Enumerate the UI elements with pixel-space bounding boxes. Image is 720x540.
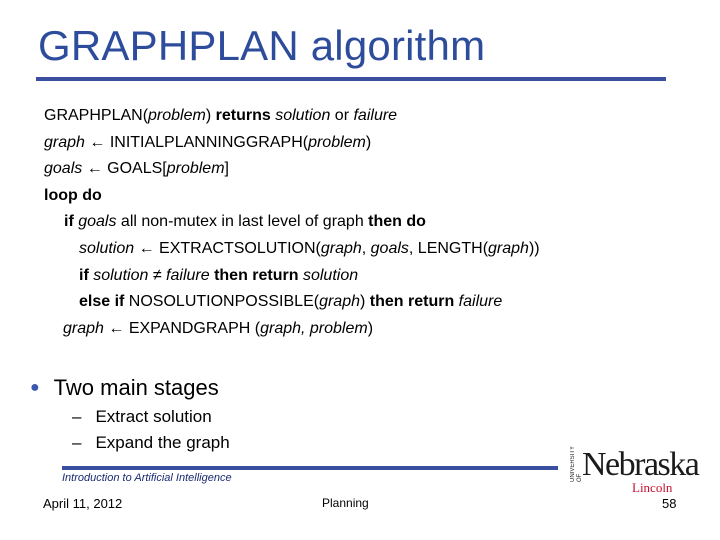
code-var: solution ≠ failure xyxy=(93,266,210,284)
code-var: failure xyxy=(458,293,503,311)
code-var: problem xyxy=(148,107,206,124)
logo-campus: Lincoln xyxy=(632,480,673,495)
code-var: graph xyxy=(488,239,529,257)
code-text: ] xyxy=(224,160,229,178)
code-var: failure xyxy=(353,107,398,124)
code-text: ← EXPANDGRAPH ( xyxy=(103,319,261,337)
algorithm-block xyxy=(44,103,540,342)
logo-univ-text: UNIVERSITY OF xyxy=(570,446,583,482)
dash-icon: – xyxy=(72,407,82,426)
code-keyword: loop do xyxy=(44,186,102,204)
code-var: graph xyxy=(320,239,362,257)
algo-line-6 xyxy=(44,236,540,263)
code-text: or xyxy=(330,107,354,124)
code-var: goals xyxy=(370,239,409,257)
dash-icon: – xyxy=(72,433,82,452)
code-text: ) xyxy=(365,133,372,151)
algo-line-3 xyxy=(44,156,540,183)
code-text: all non-mutex in last level of graph xyxy=(116,213,369,231)
algo-line-8 xyxy=(44,289,540,316)
code-var: goals xyxy=(44,160,83,178)
code-keyword: if xyxy=(64,213,79,231)
code-text: , LENGTH( xyxy=(408,239,489,257)
code-text: ← GOALS[ xyxy=(82,160,167,178)
code-text: )) xyxy=(528,239,540,257)
university-logo xyxy=(570,446,699,496)
algo-line-2 xyxy=(44,130,540,157)
footer-topic: Planning xyxy=(322,496,369,510)
code-keyword: then return xyxy=(209,266,303,284)
code-var: solution xyxy=(302,266,359,284)
sub-bullet-2 xyxy=(72,433,230,453)
algo-line-4 xyxy=(44,183,540,210)
bullet-dot-icon: ● xyxy=(30,379,40,396)
bullet-text: Two main stages xyxy=(53,375,219,400)
code-text: ) xyxy=(205,107,216,124)
slide-title: GRAPHPLAN algorithm xyxy=(38,22,486,69)
code-keyword: if xyxy=(79,266,94,284)
sub-bullet-1 xyxy=(72,407,212,427)
code-keyword: then return xyxy=(365,293,459,311)
code-var: problem xyxy=(308,133,366,151)
logo-wordmark: Nebraska xyxy=(582,446,699,483)
code-var: graph, problem xyxy=(260,319,368,337)
code-text: NOSOLUTIONPOSSIBLE( xyxy=(124,293,320,311)
code-var: solution xyxy=(275,107,331,124)
code-var: goals xyxy=(78,213,117,231)
footer-date: April 11, 2012 xyxy=(43,496,123,511)
code-text: , xyxy=(361,239,371,257)
footer-divider xyxy=(62,466,558,470)
footer-course-name: Introduction to Artificial Intelligence xyxy=(62,472,232,484)
title-underline xyxy=(36,77,666,81)
code-var: problem xyxy=(166,160,225,178)
page-number: 58 xyxy=(662,496,677,511)
algo-line-7 xyxy=(44,263,540,290)
code-text: ← INITIALPLANNINGGRAPH( xyxy=(84,133,309,151)
code-text: GRAPHPLAN( xyxy=(44,107,149,124)
code-keyword: returns xyxy=(215,107,271,124)
code-var: graph xyxy=(63,319,104,337)
code-var: graph xyxy=(319,293,360,311)
code-text: ← EXTRACTSOLUTION( xyxy=(134,239,321,257)
code-text: ) xyxy=(360,293,366,311)
code-var: solution xyxy=(79,239,135,257)
code-keyword: else if xyxy=(79,293,125,311)
algo-line-5 xyxy=(44,209,540,236)
code-text: ) xyxy=(367,319,374,337)
algo-line-1 xyxy=(44,103,540,130)
bullet-main xyxy=(30,375,219,401)
algo-line-9 xyxy=(44,316,540,343)
code-var: graph xyxy=(44,133,85,151)
code-keyword: then do xyxy=(368,213,426,231)
sub-bullet-text: Expand the graph xyxy=(95,433,230,452)
sub-bullet-text: Extract solution xyxy=(95,407,212,426)
